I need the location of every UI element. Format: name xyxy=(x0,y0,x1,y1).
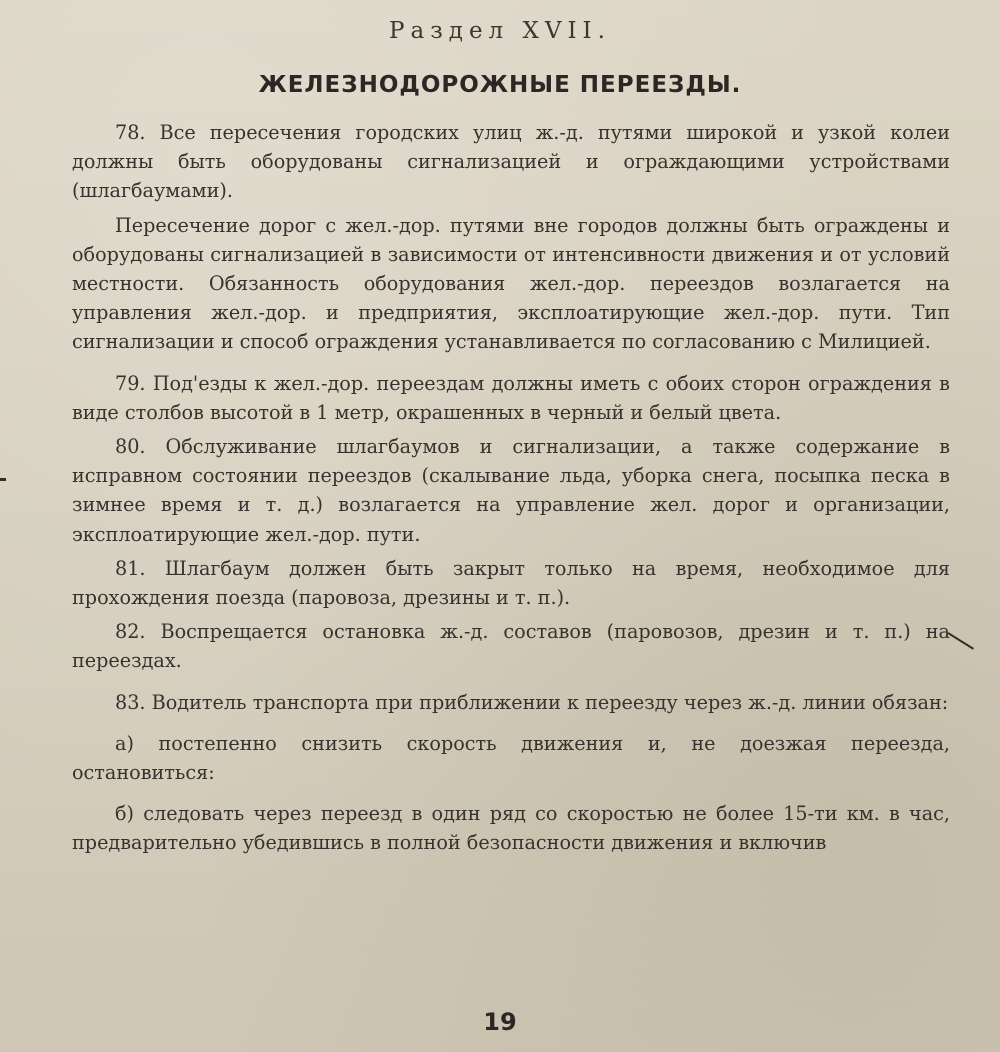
paragraph-83: 83. Водитель транспорта при приближении к переезду через ж.-д. линии обязан: xyxy=(115,690,949,714)
pen-mark xyxy=(947,632,974,650)
paragraph-78-continued: Пересечение дорог с жел.-дор. путями вне городов должны быть ограждены и оборудованы сигнализацией в зависимости от интенсивности движения и от условий местности. Обязанность оборудования жел.-дор. переездов возлагается на управления жел.-дор. и предприятия, эксплоатирующие жел.-дор. пути. Тип сигнализации и способ ограждения устанавливается по согласованию с Милицией. xyxy=(72,213,950,354)
page-title: ЖЕЛЕЗНОДОРОЖНЫЕ ПЕРЕЕЗДЫ. xyxy=(258,72,742,98)
paragraph-83-item-b: б) следовать через переезд в один ряд со скоростью не более 15-ти км. в час, предварительно убедившись в полной безопасности движения и включив xyxy=(72,802,950,855)
paragraph-81: 81. Шлагбаум должен быть закрыт только на время, необходимое для прохождения поезда (паровоза, дрезины и т. п.). xyxy=(72,556,950,610)
paragraph-79: 79. Под'езды к жел.-дор. переездам должны иметь с обоих сторон ограждения в виде столбов высотой в 1 метр, окрашенных в черный и белый цвета. xyxy=(72,371,950,424)
section-label: Раздел XVII. xyxy=(389,18,611,44)
edge-mark xyxy=(0,478,6,481)
paragraph-83-item-a: а) постепенно снизить скорость движения и, не доезжая переезда, остановиться: xyxy=(72,731,950,785)
paragraph-82: 82. Воспрещается остановка ж.-д. составов (паровозов, дрезин и т. п.) на переездах. xyxy=(72,620,950,673)
paragraph-78: 78. Все пересечения городских улиц ж.-д. путями широкой и узкой колеи должны быть оборудованы сигнализацией и ограждающими устройствами (шлагбаумами). xyxy=(72,121,950,203)
body-text xyxy=(72,118,950,863)
page-number: 19 xyxy=(483,1008,517,1036)
paragraph-80: 80. Обслуживание шлагбаумов и сигнализации, а также содержание в исправном состоянии переездов (скалывание льда, уборка снега, посыпка песка в зимнее время и т. д.) возлагается на управление жел. дорог и организации, эксплоатирующие жел.-дор. пути. xyxy=(72,435,950,546)
